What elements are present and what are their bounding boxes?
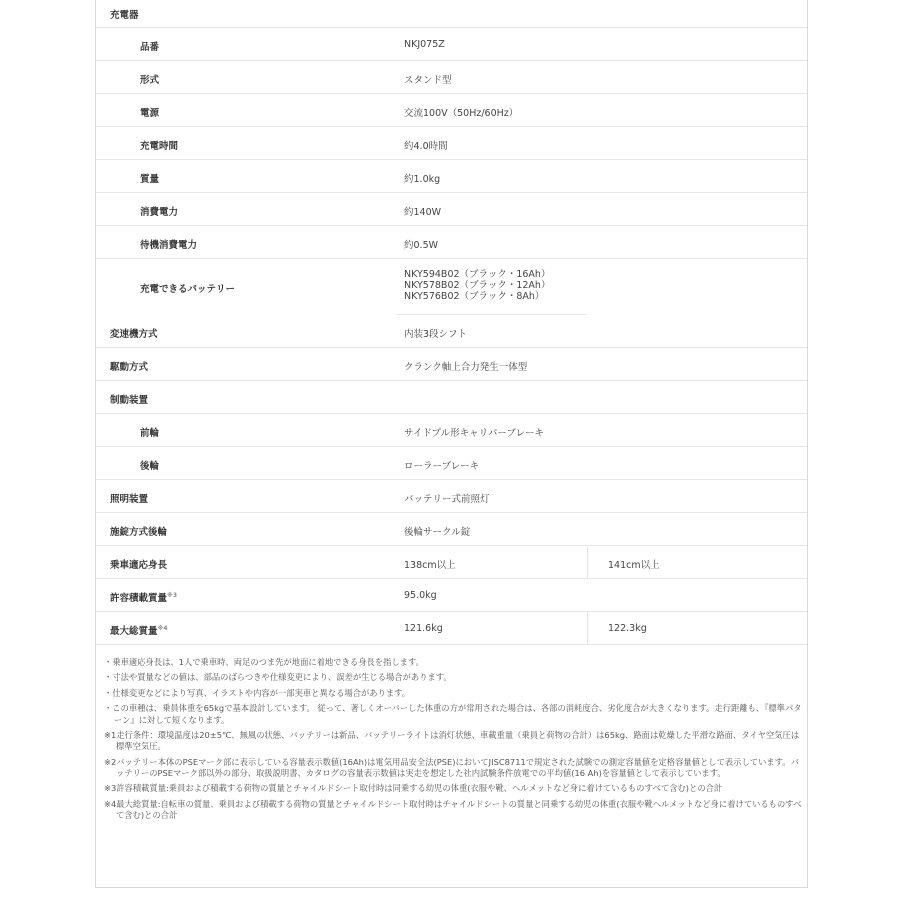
height-value-2: 141cm以上 <box>608 560 660 571</box>
total-label-text: 最大総質量 <box>110 626 158 637</box>
battery-item: NKY594B02（ブラック・16Ah） <box>404 269 551 280</box>
battery-item: NKY576B02（ブラック・8Ah） <box>404 291 545 302</box>
load-value: 95.0kg <box>404 590 437 601</box>
load-row <box>96 579 807 612</box>
row-label: 品番 <box>140 42 160 53</box>
total-row <box>96 612 807 645</box>
charger-heading: 充電器 <box>110 10 139 21</box>
row-label: 形式 <box>140 75 160 86</box>
row-label: 電源 <box>140 108 160 119</box>
row-value: 約140W <box>404 207 442 218</box>
row-value: 約4.0時間 <box>404 141 448 152</box>
table-row <box>96 94 807 127</box>
row-label: 消費電力 <box>140 207 179 218</box>
brake-rear-value: ローラーブレーキ <box>404 461 480 472</box>
footnote-item: ※4最大総質量:自転車の質量、乗員および積載する荷物の質量とチャイルドシート取付時はチャイルドシートの質量と同乗する幼児の体重(衣服や靴ヘルメットなど身に着けているものすべて含む)との合計 <box>104 798 802 820</box>
table-row <box>96 160 807 193</box>
gear-value: 内装3段シフト <box>404 329 468 340</box>
row-value: NKJ075Z <box>404 39 445 50</box>
footnote-item: ※2バッテリー本体のPSEマーク部に表示している容量表示数値(16Ah)は電気用品安全法(PSE)においてJISC8711で規定された試験での測定容量値を定格容量値として表示しています。バッテリーのPSEマーク部以外の部分、取扱説明書、カタログの容量表示数値は実走を想定した社内試験条件放電での平均値(16 Ah)を容量値として表示しています。 <box>104 756 799 778</box>
row-label: 待機消費電力 <box>140 240 198 251</box>
note-item: ・乗車適応身長は、1人で乗車時、両足のつま先が地面に着地できる身長を指します。 <box>104 657 424 667</box>
charger-heading-row <box>96 0 807 28</box>
light-label: 照明装置 <box>110 494 149 505</box>
gear-row <box>96 315 807 348</box>
row-value: 交流100V（50Hz/60Hz） <box>404 108 519 119</box>
note-item: ・この車種は、乗員体重を65kgで基本設計しています。 従って、著しくオーバーした体重の方が常用された場合は、各部の消耗度合、劣化度合が大きくなります。走行距離も、『標準パターン』に対して短くなります。 <box>104 703 802 725</box>
battery-item: NKY578B02（ブラック・12Ah） <box>404 280 551 291</box>
table-row <box>96 127 807 160</box>
row-label: 質量 <box>140 174 160 185</box>
brake-heading-row <box>96 381 807 414</box>
table-row <box>96 28 807 61</box>
brake-rear-label: 後輪 <box>140 461 160 472</box>
height-value-1: 138cm以上 <box>404 560 456 571</box>
lock-row <box>96 513 807 546</box>
load-footnote-mark: ※3 <box>167 591 178 599</box>
row-label: 充電時間 <box>140 141 179 152</box>
table-row <box>96 193 807 226</box>
row-value: 約0.5W <box>404 240 439 251</box>
drive-value: クランク軸上合力発生一体型 <box>404 362 528 373</box>
notes <box>104 657 804 825</box>
footnote-item: ※3許容積載質量:乗員および積載する荷物の質量とチャイルドシート取付時は同乗する幼児の体重(衣服や靴、ヘルメットなど身に着けているものすべて含む)との合計 <box>104 783 723 794</box>
light-value: バッテリー式前照灯 <box>404 494 490 505</box>
load-label-text: 許容積載質量 <box>110 593 168 604</box>
height-label: 乗車適応身長 <box>110 560 168 571</box>
table-row <box>96 226 807 259</box>
total-value-2: 122.3kg <box>608 623 647 634</box>
footnote-item: ※1走行条件：環境温度は20±5℃、無風の状態、バッテリーは新品、バッテリーライトは消灯状態、車載重量（乗員と荷物の合計）は65kg、路面は乾燥した平滑な路面、タイヤ空気圧は標準空気圧。 <box>104 730 800 752</box>
total-value-1: 121.6kg <box>404 623 443 634</box>
light-row <box>96 480 807 513</box>
note-item: ・寸法や質量などの値は、部品のばらつきや仕様変更により、誤差が生じる場合があります。 <box>104 672 452 683</box>
note-item: ・仕様変更などにより写真、イラストや内容が一部実車と異なる場合があります。 <box>104 687 411 698</box>
drive-label: 駆動方式 <box>110 362 149 373</box>
height-row <box>96 546 807 579</box>
brake-front-value: サイドプル形キャリパーブレーキ <box>404 428 545 439</box>
brake-front-row <box>96 414 807 447</box>
lock-value: 後輪サークル錠 <box>404 527 471 538</box>
battery-list <box>404 269 550 302</box>
table-row <box>96 61 807 94</box>
spec-table <box>96 0 807 645</box>
brake-front-label: 前輪 <box>140 428 160 439</box>
load-label <box>110 590 177 604</box>
battery-row <box>96 259 807 315</box>
row-value: スタンド型 <box>404 75 452 86</box>
gear-label: 変速機方式 <box>110 329 158 340</box>
drive-row <box>96 348 807 381</box>
lock-label: 施錠方式後輪 <box>110 527 168 538</box>
total-footnote-mark: ※4 <box>157 624 168 632</box>
brake-heading: 制動装置 <box>110 395 149 406</box>
row-value: 約1.0kg <box>404 174 441 185</box>
brake-rear-row <box>96 447 807 480</box>
total-label <box>110 623 168 637</box>
battery-label: 充電できるバッテリー <box>140 284 236 295</box>
